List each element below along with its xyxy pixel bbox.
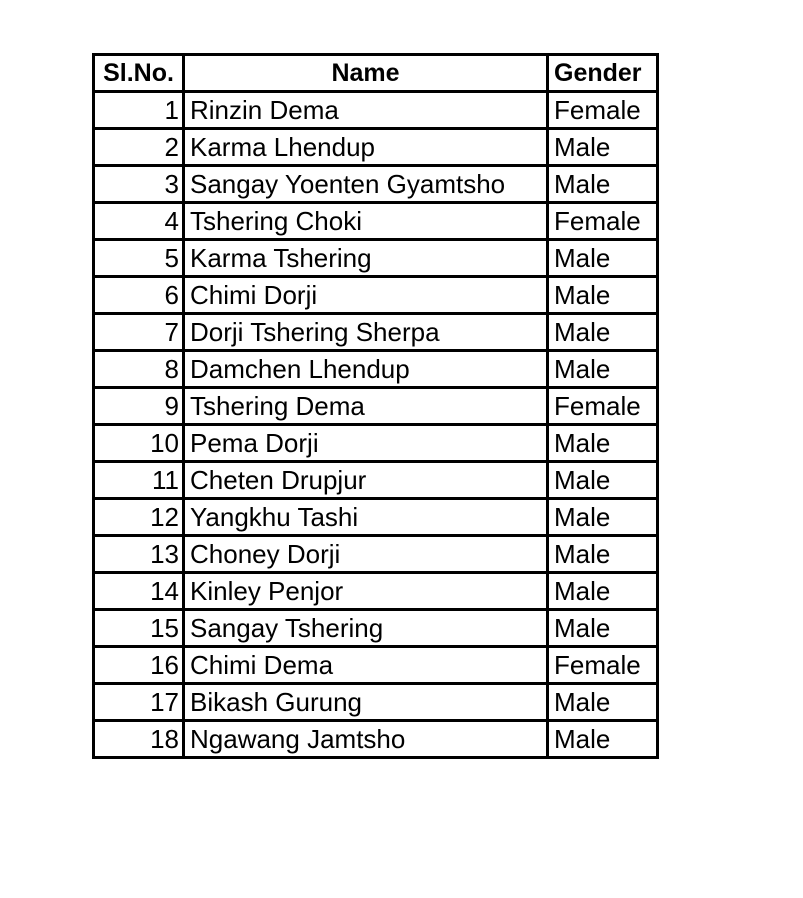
table-row [94,462,658,499]
table-row [94,721,658,758]
cell-gender: Male [548,277,658,314]
cell-sl-no: 5 [94,240,184,277]
header-row [94,55,658,92]
table-row [94,425,658,462]
cell-name: Tshering Choki [184,203,548,240]
table-body [94,92,658,758]
cell-sl-no: 16 [94,647,184,684]
table-row [94,684,658,721]
cell-sl-no: 14 [94,573,184,610]
table-row [94,610,658,647]
cell-sl-no: 17 [94,684,184,721]
cell-name: Choney Dorji [184,536,548,573]
table-row [94,647,658,684]
cell-sl-no: 6 [94,277,184,314]
cell-gender: Female [548,203,658,240]
cell-sl-no: 7 [94,314,184,351]
cell-gender: Male [548,314,658,351]
cell-gender: Male [548,129,658,166]
table-row [94,129,658,166]
header-gender: Gender [548,55,658,92]
cell-gender: Male [548,721,658,758]
cell-sl-no: 18 [94,721,184,758]
cell-name: Ngawang Jamtsho [184,721,548,758]
cell-sl-no: 9 [94,388,184,425]
cell-sl-no: 8 [94,351,184,388]
cell-name: Kinley Penjor [184,573,548,610]
table-row [94,573,658,610]
table-row [94,277,658,314]
cell-sl-no: 10 [94,425,184,462]
table-row [94,166,658,203]
cell-gender: Male [548,499,658,536]
cell-sl-no: 4 [94,203,184,240]
cell-sl-no: 13 [94,536,184,573]
cell-gender: Female [548,647,658,684]
cell-gender: Female [548,92,658,129]
table-row [94,240,658,277]
cell-sl-no: 1 [94,92,184,129]
cell-gender: Male [548,462,658,499]
cell-name: Karma Tshering [184,240,548,277]
table-row [94,536,658,573]
cell-gender: Male [548,610,658,647]
cell-name: Pema Dorji [184,425,548,462]
cell-name: Chimi Dorji [184,277,548,314]
cell-name: Chimi Dema [184,647,548,684]
cell-name: Sangay Yoenten Gyamtsho [184,166,548,203]
cell-gender: Female [548,388,658,425]
cell-sl-no: 11 [94,462,184,499]
cell-sl-no: 2 [94,129,184,166]
table-row [94,314,658,351]
cell-name: Dorji Tshering Sherpa [184,314,548,351]
table-row [94,92,658,129]
cell-sl-no: 12 [94,499,184,536]
cell-gender: Male [548,240,658,277]
header-sl-no: Sl.No. [94,55,184,92]
cell-name: Tshering Dema [184,388,548,425]
cell-gender: Male [548,425,658,462]
cell-gender: Male [548,573,658,610]
cell-gender: Male [548,536,658,573]
cell-name: Yangkhu Tashi [184,499,548,536]
student-table-container [92,53,659,759]
cell-sl-no: 3 [94,166,184,203]
table-row [94,351,658,388]
cell-name: Cheten Drupjur [184,462,548,499]
header-name: Name [184,55,548,92]
cell-gender: Male [548,351,658,388]
cell-name: Rinzin Dema [184,92,548,129]
table-row [94,203,658,240]
cell-gender: Male [548,684,658,721]
cell-name: Karma Lhendup [184,129,548,166]
table-row [94,388,658,425]
cell-name: Sangay Tshering [184,610,548,647]
student-table [92,53,659,759]
cell-sl-no: 15 [94,610,184,647]
cell-gender: Male [548,166,658,203]
table-row [94,499,658,536]
cell-name: Damchen Lhendup [184,351,548,388]
cell-name: Bikash Gurung [184,684,548,721]
